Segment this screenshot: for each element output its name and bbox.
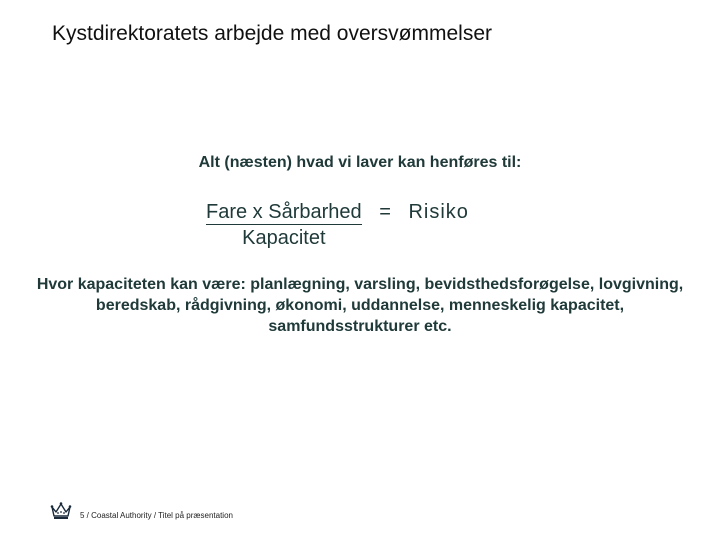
- formula-numerator: Fare x Sårbarhed: [206, 201, 362, 223]
- slide-title: Kystdirektoratets arbejde med oversvømmelser: [52, 22, 492, 45]
- risk-formula: [206, 201, 469, 250]
- slide-footer: [50, 500, 233, 522]
- footer-text: 5 / Coastal Authority / Titel på præsentation: [80, 510, 233, 520]
- formula-denominator: Kapacitet: [242, 227, 326, 249]
- capacity-description: Hvor kapaciteten kan være: planlægning, varsling, bevidsthedsforøgelse, lovgivning, beredskab, rådgivning, økonomi, uddannelse, menneskelig kapacitet, samfundsstrukturer etc.: [36, 276, 684, 335]
- formula-equals: =: [379, 201, 391, 223]
- formula-fraction: [206, 201, 362, 250]
- formula-result: Risiko: [408, 201, 469, 223]
- crown-icon: [50, 501, 72, 521]
- intro-text: Alt (næsten) hvad vi laver kan henføres til:: [198, 154, 522, 171]
